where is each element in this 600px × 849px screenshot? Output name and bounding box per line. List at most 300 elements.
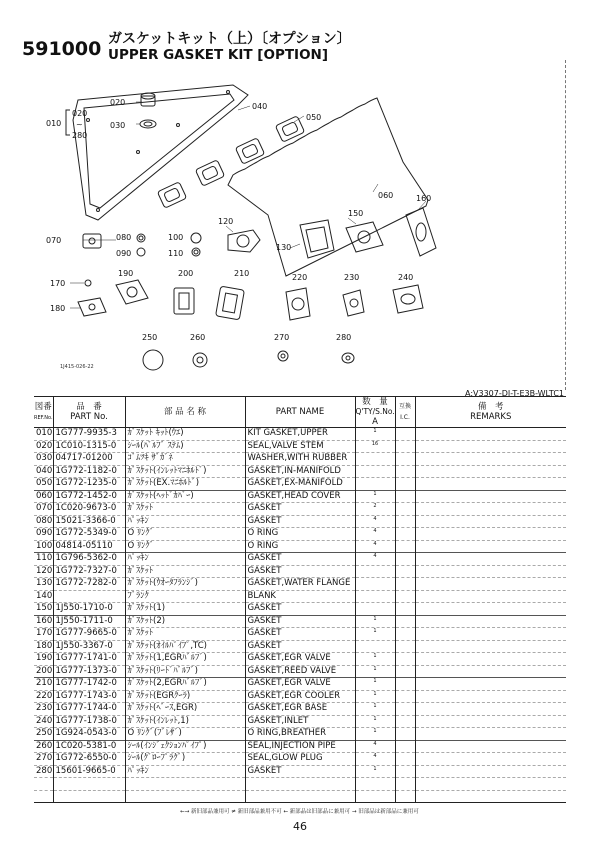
remarks-cell bbox=[415, 765, 566, 778]
part-name-cell: KIT GASKET,UPPER bbox=[245, 428, 355, 441]
table-row bbox=[34, 453, 566, 466]
quantity-cell: 4 bbox=[355, 528, 395, 541]
remarks-cell bbox=[415, 615, 566, 628]
part-ref-cell: 280 bbox=[36, 765, 53, 776]
part-name-cell: O RING bbox=[245, 540, 355, 553]
interchange-cell bbox=[395, 678, 415, 691]
table-row bbox=[34, 765, 566, 778]
remarks-cell bbox=[415, 553, 566, 566]
part-number-cell: 1G777-9665-0 bbox=[53, 628, 125, 641]
label-230: 230 bbox=[344, 273, 360, 282]
remarks-cell bbox=[415, 603, 566, 616]
part-name-jp-cell bbox=[125, 778, 245, 791]
remarks-cell bbox=[415, 428, 566, 441]
title-english: UPPER GASKET KIT [OPTION] bbox=[108, 47, 329, 63]
part-name-cell bbox=[245, 790, 355, 803]
part-ref-cell: 010 bbox=[36, 428, 53, 439]
part-name-cell: GASKET bbox=[245, 640, 355, 653]
part-number-cell bbox=[53, 790, 125, 803]
part-name-jp-cell: O ﾘﾝｸﾞ bbox=[125, 540, 245, 553]
part-ref-cell: 110 bbox=[36, 553, 53, 564]
part-180-gasket-drawing bbox=[78, 298, 106, 316]
label-070: 070 bbox=[46, 236, 62, 245]
quantity-cell: 1 bbox=[355, 653, 395, 666]
table-row bbox=[34, 653, 566, 666]
part-number-cell: 1G777-1742-0 bbox=[53, 678, 125, 691]
part-ref-cell: 080 bbox=[36, 515, 53, 526]
remarks-cell bbox=[415, 678, 566, 691]
table-row bbox=[34, 528, 566, 541]
interchange-cell bbox=[395, 740, 415, 753]
part-name-cell: GASKET,EGR COOLER bbox=[245, 690, 355, 703]
part-130-gasket-drawing bbox=[300, 220, 334, 258]
part-name-jp-cell: ﾊﾟｯｷﾝ bbox=[125, 765, 245, 778]
label-010: 010 bbox=[46, 119, 62, 128]
part-name-cell: GASKET,IN-MANIFOLD bbox=[245, 465, 355, 478]
table-row bbox=[34, 553, 566, 566]
interchange-cell bbox=[395, 465, 415, 478]
quantity-cell: 1 bbox=[355, 690, 395, 703]
part-name-jp-cell: ｶﾞｽｹｯﾄ(2) bbox=[125, 615, 245, 628]
interchange-cell bbox=[395, 765, 415, 778]
remarks-cell bbox=[415, 790, 566, 803]
part-number-cell: 1G796-5362-0 bbox=[53, 553, 125, 566]
part-ref-cell: 020 bbox=[36, 440, 53, 451]
label-260: 260 bbox=[190, 333, 206, 342]
quantity-cell: 1 bbox=[355, 428, 395, 441]
quantity-cell bbox=[355, 790, 395, 803]
part-number-cell: 1G772-1182-0 bbox=[53, 465, 125, 478]
interchange-cell bbox=[395, 778, 415, 791]
remarks-cell bbox=[415, 578, 566, 591]
part-number-cell: 1G772-7282-0 bbox=[53, 578, 125, 591]
part-240-gasket-drawing bbox=[393, 285, 423, 313]
interchange-cell bbox=[395, 703, 415, 716]
remarks-cell bbox=[415, 490, 566, 503]
part-name-cell: WASHER,WITH RUBBER bbox=[245, 453, 355, 466]
interchange-cell bbox=[395, 665, 415, 678]
part-name-jp-cell: ｼｰﾙ(ｲﾝｼﾞｪｸｼｮﾝﾊﾟｲﾌﾟ) bbox=[125, 740, 245, 753]
part-number-cell: 1G772-7327-0 bbox=[53, 565, 125, 578]
remarks-cell bbox=[415, 715, 566, 728]
part-270-seal-drawing bbox=[278, 351, 288, 361]
part-200-gasket-drawing bbox=[174, 288, 194, 314]
part-ref-cell: 160 bbox=[36, 615, 53, 626]
quantity-cell: 4 bbox=[355, 553, 395, 566]
part-number-cell: 04717-01200 bbox=[53, 453, 125, 466]
part-ref-cell: 040 bbox=[36, 465, 53, 476]
interchange-cell bbox=[395, 553, 415, 566]
quantity-cell: 2 bbox=[355, 503, 395, 516]
part-number-cell bbox=[53, 590, 125, 603]
part-number-cell: 1G772-5349-0 bbox=[53, 528, 125, 541]
part-name-cell: GASKET,EGR VALVE bbox=[245, 678, 355, 691]
part-name-jp-cell: ｶﾞｽｹｯﾄ(ﾘｰﾄﾞﾊﾞﾙﾌﾞ) bbox=[125, 665, 245, 678]
remarks-cell bbox=[415, 665, 566, 678]
part-name-jp-cell: ｶﾞｽｹｯﾄ(1) bbox=[125, 603, 245, 616]
label-030: 030 bbox=[110, 121, 126, 130]
svg-text:~: ~ bbox=[76, 120, 83, 129]
part-name-cell: SEAL,INJECTION PIPE bbox=[245, 740, 355, 753]
compatibility-legend: ←→ 新旧部品兼用可 ≠ 新旧部品兼用不可 ← 新部品は旧部品に兼用可 → 旧部品は新部品に兼用可 bbox=[180, 809, 419, 815]
part-name-jp-cell: ﾌﾞﾗﾝｸ bbox=[125, 590, 245, 603]
part-number-cell: 15021-3366-0 bbox=[53, 515, 125, 528]
label-220: 220 bbox=[292, 273, 308, 282]
remarks-cell bbox=[415, 478, 566, 491]
part-name-jp-cell: O ﾘﾝｸﾞ(ﾌﾞﾚｻﾞ) bbox=[125, 728, 245, 741]
part-name-jp-cell: ｶﾞｽｹｯﾄ(2,EGRﾊﾞﾙﾌﾞ) bbox=[125, 678, 245, 691]
quantity-cell bbox=[355, 453, 395, 466]
part-number-cell: 04814-05110 bbox=[53, 540, 125, 553]
part-name-cell: GASKET bbox=[245, 503, 355, 516]
table-row bbox=[34, 540, 566, 553]
quantity-cell: 4 bbox=[355, 540, 395, 553]
part-name-jp-cell: ｶﾞｽｹｯﾄ ｷｯﾄ(ｳｴ) bbox=[125, 428, 245, 441]
quantity-cell: 1 bbox=[355, 715, 395, 728]
interchange-cell bbox=[395, 715, 415, 728]
quantity-cell: 1 bbox=[355, 678, 395, 691]
remarks-cell bbox=[415, 753, 566, 766]
part-number-cell: 15601-9665-0 bbox=[53, 765, 125, 778]
table-row bbox=[34, 640, 566, 653]
part-name-jp-cell: ｶﾞｽｹｯﾄ bbox=[125, 503, 245, 516]
part-no-header: 品 番 PART No. bbox=[53, 397, 125, 428]
interchange-cell bbox=[395, 615, 415, 628]
part-number-cell: 1G772-1235-0 bbox=[53, 478, 125, 491]
remarks-cell bbox=[415, 540, 566, 553]
remarks-cell bbox=[415, 740, 566, 753]
part-name-cell: GASKET,EGR BASE bbox=[245, 703, 355, 716]
remarks-cell bbox=[415, 453, 566, 466]
part-number-cell: 1J550-1711-0 bbox=[53, 615, 125, 628]
part-070-gasket-drawing bbox=[83, 234, 101, 248]
part-ref-cell: 050 bbox=[36, 478, 53, 489]
part-260-seal-drawing bbox=[193, 353, 207, 367]
parts-table bbox=[34, 396, 566, 803]
remarks-cell bbox=[415, 503, 566, 516]
part-060-gasket-drawing bbox=[228, 98, 428, 276]
part-number-cell: 1C020-9673-0 bbox=[53, 503, 125, 516]
table-row bbox=[34, 740, 566, 753]
interchange-cell bbox=[395, 628, 415, 641]
remarks-cell bbox=[415, 515, 566, 528]
part-120-gasket-drawing bbox=[228, 230, 260, 252]
diagram-reference-labels bbox=[46, 98, 431, 342]
part-ref-cell: 190 bbox=[36, 653, 53, 664]
remarks-cell bbox=[415, 590, 566, 603]
label-250: 250 bbox=[142, 333, 158, 342]
part-name-cell: SEAL,GLOW PLUG bbox=[245, 753, 355, 766]
table-row bbox=[34, 715, 566, 728]
part-name-cell: GASKET bbox=[245, 628, 355, 641]
label-120: 120 bbox=[218, 217, 234, 226]
part-number-cell bbox=[53, 778, 125, 791]
part-name-jp-cell: ﾊﾟｯｷﾝ bbox=[125, 515, 245, 528]
table-row bbox=[34, 478, 566, 491]
part-number-cell: 1G772-1452-0 bbox=[53, 490, 125, 503]
part-name-cell: GASKET,INLET bbox=[245, 715, 355, 728]
part-050-gasket-drawing bbox=[157, 116, 304, 208]
part-ref-cell bbox=[34, 778, 53, 791]
interchange-cell bbox=[395, 640, 415, 653]
part-name-jp-cell: ｶﾞｽｹｯﾄ(ｲﾝﾚｯﾄ,1) bbox=[125, 715, 245, 728]
label-170: 170 bbox=[50, 279, 66, 288]
remarks-header: 備 考 REMARKS bbox=[415, 397, 566, 428]
part-name-cell: GASKET bbox=[245, 765, 355, 778]
drawing-reference: 1J415-026-22 bbox=[60, 364, 94, 370]
table-row bbox=[34, 465, 566, 478]
title-japanese: ガスケットキット（上）〔オプション〕 bbox=[108, 31, 351, 47]
part-name-jp-cell bbox=[125, 790, 245, 803]
quantity-cell bbox=[355, 590, 395, 603]
part-name-cell: GASKET,WATER FLANGE bbox=[245, 578, 355, 591]
part-220-gasket-drawing bbox=[286, 288, 310, 320]
part-ref-cell: 270 bbox=[36, 753, 53, 764]
part-ref-cell: 150 bbox=[36, 603, 53, 614]
interchange-cell bbox=[395, 565, 415, 578]
part-name-cell: GASKET,EGR VALVE bbox=[245, 653, 355, 666]
label-150: 150 bbox=[348, 209, 364, 218]
interchange-cell bbox=[395, 753, 415, 766]
table-row bbox=[34, 703, 566, 716]
part-name-jp-cell: ｶﾞｽｹｯﾄ bbox=[125, 628, 245, 641]
part-number-cell: 1J550-3367-0 bbox=[53, 640, 125, 653]
label-280-range-end: 280 bbox=[72, 131, 88, 140]
part-160-gasket-drawing bbox=[406, 208, 436, 256]
part-ref-cell: 140 bbox=[36, 590, 53, 601]
quantity-cell bbox=[355, 578, 395, 591]
interchange-cell bbox=[395, 453, 415, 466]
part-name-cell: SEAL,VALVE STEM bbox=[245, 440, 355, 453]
part-020-seal-drawing bbox=[141, 93, 155, 106]
label-160: 160 bbox=[416, 194, 432, 203]
table-row bbox=[34, 565, 566, 578]
part-ref-cell: 230 bbox=[36, 703, 53, 714]
part-name-jp-cell: ｼｰﾙ(ｸﾞﾛｰﾌﾟﾗｸﾞ) bbox=[125, 753, 245, 766]
margin-dash-line bbox=[565, 60, 566, 390]
part-name-jp-cell: O ﾘﾝｸﾞ bbox=[125, 528, 245, 541]
part-number-cell: 1C010-1315-0 bbox=[53, 440, 125, 453]
part-name-jp-cell: ｶﾞｽｹｯﾄ(ｵｲﾙﾊﾟｲﾌﾟ,TC) bbox=[125, 640, 245, 653]
part-name-jp-cell: ｶﾞｽｹｯﾄ bbox=[125, 565, 245, 578]
quantity-cell: 4 bbox=[355, 740, 395, 753]
part-name-jp-cell: ｶﾞｽｹｯﾄ(EX.ﾏﾆﾎﾙﾄﾞ) bbox=[125, 478, 245, 491]
part-ref-cell: 060 bbox=[36, 490, 53, 501]
part-ref-cell: 240 bbox=[36, 715, 53, 726]
label-180: 180 bbox=[50, 304, 66, 313]
part-name-jp-cell: ｶﾞｽｹｯﾄ(ｳｵｰﾀﾌﾗﾝｼﾞ) bbox=[125, 578, 245, 591]
part-name-jp-cell: ｶﾞｽｹｯﾄ(ﾍﾞｰｽ,EGR) bbox=[125, 703, 245, 716]
part-name-cell: GASKET bbox=[245, 515, 355, 528]
remarks-cell bbox=[415, 640, 566, 653]
quantity-cell: 1 bbox=[355, 728, 395, 741]
part-name-jp-cell: ｶﾞｽｹｯﾄ(ｲﾝﾚｯﾄﾏﾆﾎﾙﾄﾞ) bbox=[125, 465, 245, 478]
table-row bbox=[34, 790, 566, 803]
remarks-cell bbox=[415, 528, 566, 541]
part-ref-cell: 250 bbox=[36, 728, 53, 739]
label-100: 100 bbox=[168, 233, 184, 242]
remarks-cell bbox=[415, 565, 566, 578]
part-280-washer-drawing bbox=[342, 353, 354, 363]
qty-header: 数 量 Q'TY/S.No. A bbox=[355, 397, 395, 427]
part-name-cell: GASKET bbox=[245, 615, 355, 628]
model-reference: A:V3307-DI-T-E3B-WLTC1 bbox=[464, 389, 564, 398]
part-030-washer-drawing bbox=[140, 120, 156, 128]
remarks-cell bbox=[415, 465, 566, 478]
remarks-cell bbox=[415, 778, 566, 791]
interchange-cell bbox=[395, 590, 415, 603]
part-number-cell: 1J550-1710-0 bbox=[53, 603, 125, 616]
quantity-cell bbox=[355, 778, 395, 791]
part-ref-cell: 100 bbox=[36, 540, 53, 551]
part-name-cell: GASKET bbox=[245, 603, 355, 616]
table-row bbox=[34, 440, 566, 453]
part-name-jp-cell: ｺﾞﾑﾂｷ ｻﾞｶﾞﾈ bbox=[125, 453, 245, 466]
part-name-cell: O RING,BREATHER bbox=[245, 728, 355, 741]
part-name-cell bbox=[245, 778, 355, 791]
part-ref-cell: 130 bbox=[36, 578, 53, 589]
interchange-cell bbox=[395, 428, 415, 441]
remarks-cell bbox=[415, 690, 566, 703]
part-ref-cell: 070 bbox=[36, 503, 53, 514]
quantity-cell: 1 bbox=[355, 765, 395, 778]
part-number-cell: 1G777-1743-0 bbox=[53, 690, 125, 703]
table-row bbox=[34, 690, 566, 703]
exploded-parts-diagram bbox=[38, 80, 558, 385]
part-name-jp-cell: ｶﾞｽｹｯﾄ(1,EGRﾊﾞﾙﾌﾞ) bbox=[125, 653, 245, 666]
part-number-cell: 1G777-1373-0 bbox=[53, 665, 125, 678]
part-number-cell: 1G777-1744-0 bbox=[53, 703, 125, 716]
quantity-cell bbox=[355, 640, 395, 653]
table-header-row bbox=[34, 397, 566, 428]
quantity-cell: 1 bbox=[355, 628, 395, 641]
interchange-cell bbox=[395, 728, 415, 741]
part-ref-cell: 260 bbox=[36, 740, 53, 751]
label-020: 020 bbox=[110, 98, 126, 107]
interchange-cell bbox=[395, 790, 415, 803]
part-ref-cell: 180 bbox=[36, 640, 53, 651]
ref-header: 図番 REF.No. bbox=[34, 397, 53, 428]
label-190: 190 bbox=[118, 269, 134, 278]
quantity-cell: 1 bbox=[355, 490, 395, 503]
label-020-range-start: 020 bbox=[72, 109, 88, 118]
parts-illustration bbox=[38, 80, 558, 385]
part-name-cell: O RING bbox=[245, 528, 355, 541]
part-ref-cell: 210 bbox=[36, 678, 53, 689]
part-ref-cell: 120 bbox=[36, 565, 53, 576]
quantity-cell bbox=[355, 565, 395, 578]
ic-header: 互換 I.C. bbox=[395, 397, 415, 428]
table-row bbox=[34, 578, 566, 591]
interchange-cell bbox=[395, 690, 415, 703]
label-130: 130 bbox=[276, 243, 292, 252]
quantity-cell: 1 bbox=[355, 703, 395, 716]
interchange-cell bbox=[395, 440, 415, 453]
table-row bbox=[34, 503, 566, 516]
part-ref-cell: 200 bbox=[36, 665, 53, 676]
interchange-cell bbox=[395, 515, 415, 528]
part-name-header: PART NAME bbox=[245, 397, 355, 428]
section-code: 591000 bbox=[22, 38, 102, 60]
part-name-jp-cell: ｼｰﾙ(ﾊﾞﾙﾌﾞ ｽﾃﾑ) bbox=[125, 440, 245, 453]
part-name-jp-cell: ﾊﾟｯｷﾝ bbox=[125, 553, 245, 566]
remarks-cell bbox=[415, 440, 566, 453]
table-row bbox=[34, 603, 566, 616]
table-row bbox=[34, 753, 566, 766]
part-ref-cell: 090 bbox=[36, 528, 53, 539]
label-090: 090 bbox=[116, 249, 132, 258]
quantity-cell: 4 bbox=[355, 753, 395, 766]
interchange-cell bbox=[395, 578, 415, 591]
part-name-cell: GASKET bbox=[245, 565, 355, 578]
table-row bbox=[34, 628, 566, 641]
label-210: 210 bbox=[234, 269, 250, 278]
part-name-cell: GASKET,EX-MANIFOLD bbox=[245, 478, 355, 491]
page-number: 46 bbox=[293, 820, 307, 833]
interchange-cell bbox=[395, 528, 415, 541]
part-ref-cell bbox=[34, 790, 53, 803]
part-ref-cell: 030 bbox=[36, 453, 53, 464]
label-040: 040 bbox=[252, 102, 268, 111]
quantity-cell bbox=[355, 478, 395, 491]
part-number-cell: 1G772-6550-0 bbox=[53, 753, 125, 766]
label-270: 270 bbox=[274, 333, 290, 342]
part-number-cell: 1C020-5381-0 bbox=[53, 740, 125, 753]
part-number-cell: 1G924-0543-0 bbox=[53, 728, 125, 741]
remarks-cell bbox=[415, 653, 566, 666]
part-250-oring-drawing bbox=[143, 350, 163, 370]
label-200: 200 bbox=[178, 269, 194, 278]
remarks-cell bbox=[415, 628, 566, 641]
interchange-cell bbox=[395, 490, 415, 503]
table-row bbox=[34, 515, 566, 528]
quantity-cell: 1 bbox=[355, 615, 395, 628]
label-080: 080 bbox=[116, 233, 132, 242]
table-row bbox=[34, 615, 566, 628]
table-row bbox=[34, 665, 566, 678]
label-060: 060 bbox=[378, 191, 394, 200]
part-number-cell: 1G777-9935-3 bbox=[53, 428, 125, 441]
quantity-cell: 16 bbox=[355, 440, 395, 453]
table-row bbox=[34, 428, 566, 441]
part-name-cell: BLANK bbox=[245, 590, 355, 603]
label-110: 110 bbox=[168, 249, 184, 258]
part-210-gasket-drawing bbox=[216, 286, 245, 320]
table-row bbox=[34, 778, 566, 791]
part-ref-cell: 170 bbox=[36, 628, 53, 639]
part-number-cell: 1G777-1741-0 bbox=[53, 653, 125, 666]
quantity-cell bbox=[355, 465, 395, 478]
remarks-cell bbox=[415, 703, 566, 716]
part-190-gasket-drawing bbox=[116, 280, 148, 304]
interchange-cell bbox=[395, 478, 415, 491]
quantity-cell: 4 bbox=[355, 515, 395, 528]
quantity-cell: 1 bbox=[355, 665, 395, 678]
part-number-cell: 1G777-1738-0 bbox=[53, 715, 125, 728]
part-ref-cell: 220 bbox=[36, 690, 53, 701]
part-name-cell: GASKET bbox=[245, 553, 355, 566]
part-name-cell: GASKET,HEAD COVER bbox=[245, 490, 355, 503]
label-280: 280 bbox=[336, 333, 352, 342]
label-240: 240 bbox=[398, 273, 414, 282]
table-row bbox=[34, 490, 566, 503]
interchange-cell bbox=[395, 503, 415, 516]
table-row bbox=[34, 590, 566, 603]
part-name-cell: GASKET,REED VALVE bbox=[245, 665, 355, 678]
part-230-gasket-drawing bbox=[343, 290, 364, 316]
interchange-cell bbox=[395, 540, 415, 553]
quantity-cell bbox=[355, 603, 395, 616]
